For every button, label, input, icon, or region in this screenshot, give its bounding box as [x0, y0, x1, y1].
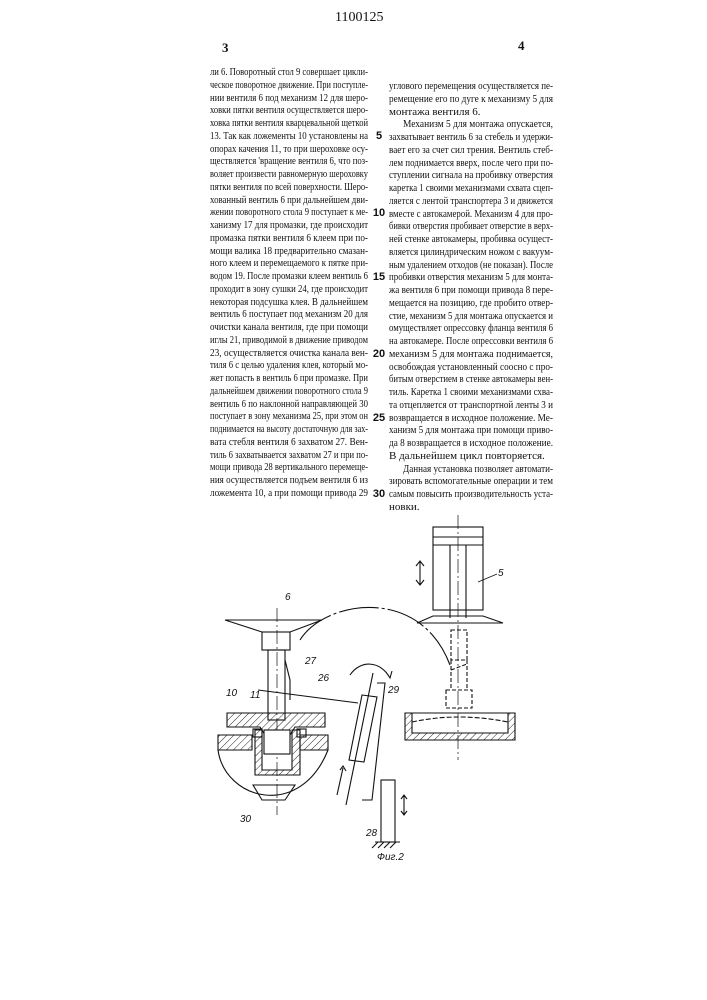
text-line-content: дальнейшем движении поворотного стола 9: [210, 385, 368, 398]
text-line-content: ли 6. Поворотный стол 9 совершает цикли-: [210, 66, 368, 79]
text-line-content: ществляется 'вращение вентиля 6, что поз-: [210, 155, 368, 168]
line-number-20: 20: [372, 348, 386, 360]
text-line-content: лем поднимается вверх, после чего при по-: [389, 157, 553, 170]
text-line-content: вает его за счет сил трения. Вентиль стеб-: [389, 144, 553, 157]
text-line-content: возвращается в исходное положение. Ме-: [389, 412, 553, 425]
text-line-content: ховка пятки вентиля кварцевальной щеткой: [210, 117, 368, 130]
text-line-content: 23, осуществляется очистка канала вен-: [210, 347, 368, 360]
text-line-content: мощи валика 18 предварительно смазан-: [210, 245, 368, 258]
drive-29: [337, 664, 392, 805]
transfer-arc: [300, 607, 450, 665]
text-line-content: бивки отверстия пробивает отверстие в верх-: [389, 220, 553, 233]
line-number-10: 10: [372, 207, 386, 219]
text-line-content: вентиль 6 поступает под механизм 20 для: [210, 308, 368, 321]
text-line-content: мещается на позицию, где пробито отвер-: [389, 297, 553, 310]
text-line-content: ным удалением отходов (не показан). После: [389, 259, 553, 272]
line-number-25: 25: [372, 412, 386, 424]
tire-tray: [405, 713, 515, 740]
label-6: 6: [285, 592, 291, 603]
text-line-content: мощи привода 28 вертикального перемеще-: [210, 461, 368, 474]
text-line-content: да 8 возвращается в исходное положение.: [389, 437, 553, 450]
text-line-content: нии вентиля 6 под механизм 12 для шеро-: [210, 92, 368, 105]
text-line-content: ней стенке автокамеры, пробивка осущест-: [389, 233, 553, 246]
text-line-content: хованный вентиль 6 при дальнейшем дви-: [210, 194, 368, 207]
text-line-content: жа вентиля 6 при помощи привода 8 пере-: [389, 284, 553, 297]
text-line-content: ческое поворотное движение. При поступле-: [210, 79, 368, 92]
text-line-content: пробивки отверстия механизм 5 для монта-: [389, 271, 553, 284]
text-line-content: ханизму 17 для промазки, где происходит: [210, 219, 368, 232]
text-line-content: ляется с лентой транспортера 3 и движется: [389, 195, 553, 208]
text-line-content: иглы 21, приводимой в движение приводом: [210, 334, 368, 347]
patent-number: 1100125: [335, 10, 383, 26]
rotary-table: [218, 713, 328, 800]
text-line-content: самым повысить производительность уста-: [389, 488, 553, 501]
text-line-content: захватывает вентиль 6 за стебель и удержи-: [389, 131, 553, 144]
text-line-content: пятки вентиля по всей поверхности. Шеро-: [210, 181, 368, 194]
page-number-right: 4: [518, 38, 525, 54]
text-line-content: ханизм 5 для монтажа при помощи приво-: [389, 424, 553, 437]
text-line-content: ховки пятки вентиля осуществляется шеро-: [210, 104, 368, 117]
text-line-content: водом 19. После промазки клеем вентиль 6: [210, 270, 368, 283]
text-line-content: ремещение его по дуге к механизму 5 для: [389, 93, 553, 106]
label-11: 11: [250, 690, 260, 701]
text-line-content: тиль. Каретка 1 своими механизмами схва-: [389, 386, 553, 399]
valve-6: [225, 608, 322, 815]
text-line-content: углового перемещения осуществляется пе-: [389, 80, 553, 93]
text-line-content: поднимается на высоту достаточную для зах-: [210, 423, 368, 436]
text-line-content: омуществляет опрессовку фланца вентиля 6: [389, 322, 553, 335]
label-5: 5: [498, 568, 504, 579]
text-line-content: тиль 6 захватывается захватом 27 и при по-: [210, 449, 368, 462]
text-line-content: опорах качения 11, то при шероховке осу-: [210, 143, 368, 156]
line-number-5: 5: [372, 130, 386, 142]
text-line-content: вляется цилиндрическим ножом с вакуум-: [389, 246, 553, 259]
text-line-content: тиля 6 с целью удаления клея, который мо-: [210, 359, 368, 372]
text-line-content: механизм 5 для монтажа поднимается,: [389, 348, 553, 361]
label-29: 29: [387, 685, 400, 696]
text-line-content: стие, механизм 5 для монтажа опускается и: [389, 310, 553, 323]
line-number-30: 30: [372, 488, 386, 500]
figure-2-drawing: [0, 0, 707, 1000]
mounting-mechanism-5: [416, 515, 503, 760]
figure-caption: Фиг.2: [377, 852, 404, 863]
text-line-content: вентиль 6 по наклонной направляющей 30: [210, 398, 368, 411]
page-number-left: 3: [222, 40, 229, 56]
label-10: 10: [226, 688, 238, 699]
text-line-content: Данная установка позволяет автомати-: [403, 463, 553, 476]
text-line-content: ложемента 10, а при помощи привода 29: [210, 487, 368, 500]
text-line-content: жении поворотного стола 9 поступает к ме-: [210, 206, 368, 219]
text-line-content: новки.: [389, 501, 420, 514]
label-27: 27: [304, 656, 317, 667]
text-line-content: поступает в зону механизма 25, при этом он: [210, 410, 368, 423]
text-line-content: та отцепляется от транспортной ленты 3 и: [389, 399, 553, 412]
line-number-15: 15: [372, 271, 386, 283]
text-line-content: монтажа вентиля 6.: [389, 106, 481, 119]
text-line-content: В дальнейшем цикл повторяется.: [389, 450, 545, 463]
text-line-content: ступлении сигнала на пробивку отверстия: [389, 169, 553, 182]
drive-28: [372, 780, 407, 848]
text-line-content: жет попасть в вентиль 6 при промазке. При: [210, 372, 368, 385]
text-line-content: вместе с автокамерой. Механизм 4 для про-: [389, 208, 553, 221]
text-line-content: зировать вспомогательные операции и тем: [389, 475, 553, 488]
text-line-content: ния осуществляется подъем вентиля 6 из: [210, 474, 368, 487]
text-line-content: проходит в зону сушки 24, где происходит: [210, 283, 368, 296]
text-line-content: очистки канала вентиля, где при помощи: [210, 321, 368, 334]
label-26: 26: [317, 673, 330, 684]
label-30: 30: [240, 814, 252, 825]
text-line-content: вата стебля вентиля 6 захватом 27. Вен-: [210, 436, 368, 449]
text-line-content: каретка 1 своими механизмами схвата сцеп-: [389, 182, 553, 195]
text-line-content: битым отверстием в стенке автокамеры вен-: [389, 373, 553, 386]
label-28: 28: [365, 828, 378, 839]
text-line-content: ного клеем и перемещаемого к пятке при-: [210, 257, 368, 270]
text-line-content: воляет произвести равномерную шероховку: [210, 168, 368, 181]
text-line-content: освобождая установленный соосно с про-: [389, 361, 553, 374]
text-line-content: некоторая подсушка клея. В дальнейшем: [210, 296, 368, 309]
text-line-content: промазка пятки вентиля 6 клеем при по-: [210, 232, 368, 245]
text-line-content: Механизм 5 для монтажа опускается,: [403, 118, 553, 131]
text-line-content: на автокамере. После опрессовки вентиля 6: [389, 335, 553, 348]
text-line-content: 13. Так как ложементы 10 установлены на: [210, 130, 368, 143]
